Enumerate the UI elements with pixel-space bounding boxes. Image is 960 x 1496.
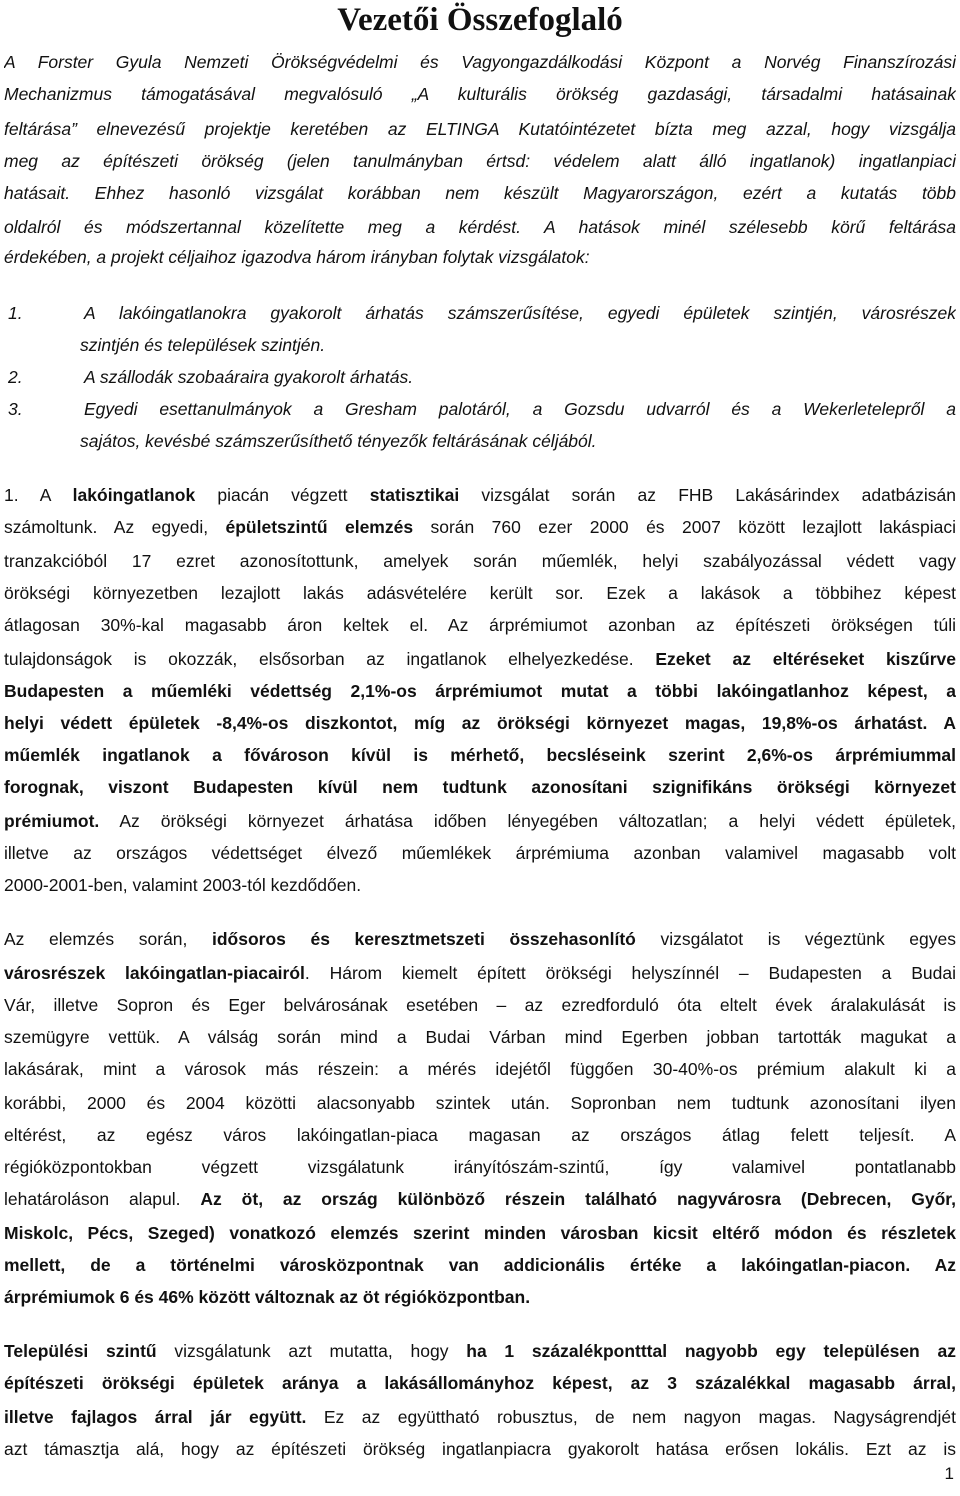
bold-span: idősoros és keresztmetszeti összehasonlító bbox=[211, 929, 636, 949]
text-line bbox=[4, 512, 956, 542]
text-span: . Három kiemelt épített örökségi helyszínnél – Budapesten a Budai bbox=[304, 963, 956, 983]
text-line: feltárása” elnevezésű projektje keretében az ELTINGA Kutatóintézetet bízta meg azzal, hogy vizsgálja bbox=[4, 119, 956, 139]
list-number: 3. bbox=[8, 399, 23, 419]
text-line: Mechanizmus támogatásával megvalósuló „A kulturális örökség gazdasági, társadalmi hatásainak bbox=[4, 84, 956, 104]
text-line: eltérést, az egész város lakóingatlan-piaca magasan az országos átlag felett teljesít. A bbox=[4, 1125, 956, 1145]
text-line: örökségi környezetben lezajlott lakás adásvételére került sor. Ezek a lakások a többihez képest bbox=[4, 583, 956, 603]
text-line: építészeti örökségi épületek aránya a lakásállományhoz képest, az 3 százalékkal magasabb árral, bbox=[4, 1373, 956, 1393]
list-item-continuation: szintjén és települések szintjén. bbox=[80, 335, 326, 355]
bold-span: Ezeket az eltéréseket kiszűrve bbox=[655, 649, 956, 669]
text-line bbox=[4, 1184, 956, 1214]
text-line: oldalról és módszertannal közelítette meg a kérdést. A hatások minél szélesebb körű feltárása bbox=[4, 217, 956, 237]
text-line: korábbi, 2000 és 2004 közötti alacsonyabb szintek után. Sopronban nem tudtunk azonosítani ilyen bbox=[4, 1093, 956, 1113]
bold-span: prémiumot. bbox=[4, 811, 100, 831]
text-span: Ez az együttható robusztus, de nem nagyon magas. Nagyságrendjét bbox=[306, 1407, 956, 1427]
text-span: vizsgálatunk azt mutatta, hogy bbox=[156, 1341, 467, 1361]
text-line bbox=[4, 1336, 956, 1366]
text-line: helyi védett épületek -8,4%-os diszkontot, míg az örökségi környezet magas, 19,8%-os árhatást. A bbox=[4, 713, 956, 733]
text-span: Az elemzés során, bbox=[4, 929, 212, 949]
text-line: régióközpontokban végzett vizsgálatunk irányítószám-szintű, így valamivel pontatlanabb bbox=[4, 1157, 956, 1177]
list-item-text: A szállodák szobaáraira gyakorolt árhatás. bbox=[84, 367, 414, 387]
text-line: 2000-2001-ben, valamint 2003-tól kezdődően. bbox=[4, 875, 362, 895]
text-line bbox=[4, 924, 956, 954]
text-span: vizsgálat során az FHB Lakásárindex adatbázisán bbox=[459, 485, 956, 505]
bold-span: épületszintű elemzés bbox=[225, 517, 414, 537]
bold-span: statisztikai bbox=[369, 485, 460, 505]
bold-span: illetve fajlagos árral jár együtt. bbox=[4, 1407, 307, 1427]
text-line: érdekében, a projekt céljaihoz igazodva három irányban folytak vizsgálatok: bbox=[4, 247, 590, 267]
text-line bbox=[4, 644, 956, 674]
list-number: 1. bbox=[8, 303, 23, 323]
list-item-text: Egyedi esettanulmányok a Gresham palotáról, a Gozsdu udvarról és a Wekerletelepről a bbox=[84, 399, 956, 419]
page-title: Vezetői Összefoglaló bbox=[337, 2, 623, 38]
list-number: 2. bbox=[8, 367, 23, 387]
page-number: 1 bbox=[944, 1464, 954, 1483]
text-span: lehatároláson alapul. bbox=[4, 1189, 201, 1209]
text-line: A Forster Gyula Nemzeti Örökségvédelmi és Vagyongazdálkodási Központ a Norvég Finanszírozási bbox=[4, 52, 956, 72]
text-line: műemlék ingatlanok a fővároson kívül is mérhető, becsléseink szerint 2,6%-os árprémiummal bbox=[4, 745, 956, 765]
text-line bbox=[4, 958, 956, 988]
list-item-continuation: sajátos, kevésbé számszerűsíthető tényezők feltárásának céljából. bbox=[80, 431, 597, 451]
list-item-text: A lakóingatlanokra gyakorolt árhatás számszerűsítése, egyedi épületek szintjén, városrészek bbox=[84, 303, 956, 323]
bold-span: ha 1 százalékpontttal nagyobb egy településen az bbox=[466, 1341, 956, 1361]
text-line: forognak, viszont Budapesten kívül nem tudtunk azonosítani szignifikáns örökségi környezet bbox=[4, 777, 956, 797]
text-line bbox=[4, 806, 956, 836]
list-item bbox=[4, 362, 956, 392]
text-line: szemügyre vettük. A válság során mind a Budai Várban mind Egerben jobban tartották magukat a bbox=[4, 1027, 956, 1047]
bold-span: Települési szintű bbox=[4, 1341, 157, 1361]
list-item bbox=[4, 298, 956, 328]
list-item bbox=[4, 394, 956, 424]
text-span: Az örökségi környezet árhatása időben lényegében változatlan; a helyi védett épületek, bbox=[99, 811, 956, 831]
text-span: 1. A bbox=[4, 485, 73, 505]
text-line: Vár, illetve Sopron és Eger belvárosának esetében – az ezredforduló óta eltelt évek áralakulását is bbox=[4, 995, 956, 1015]
bold-span: városrészek lakóingatlan-piacairól bbox=[4, 963, 305, 983]
text-span: számoltunk. Az egyedi, bbox=[4, 517, 226, 537]
text-line: Budapesten a műemléki védettség 2,1%-os árprémiumot mutat a többi lakóingatlanhoz képest, a bbox=[4, 681, 956, 701]
text-line: árprémiumok 6 és 46% között változnak az öt régióközpontban. bbox=[4, 1287, 531, 1307]
bold-span: lakóingatlanok bbox=[72, 485, 196, 505]
text-span: vizsgálatot is végeztünk egyes bbox=[635, 929, 956, 949]
text-line: illetve az országos védettséget élvező műemlékek árprémiuma azonban valamivel magasabb volt bbox=[4, 843, 956, 863]
text-line: átlagosan 30%-kal magasabb áron keltek el. Az árprémiumot azonban az építészeti örökségen túli bbox=[4, 615, 956, 635]
text-line: azt támasztja alá, hogy az építészeti örökség ingatlanpiacra gyakorolt hatása erősen lokális. Ezt az is bbox=[4, 1439, 956, 1459]
text-line bbox=[4, 480, 956, 510]
text-line: tranzakcióból 17 ezret azonosítottunk, amelyek során műemlék, helyi szabályozással védett vagy bbox=[4, 551, 956, 571]
text-span: piacán végzett bbox=[195, 485, 370, 505]
text-span: tulajdonságok is okozzák, elsősorban az ingatlanok elhelyezkedése. bbox=[4, 649, 656, 669]
text-line: meg az építészeti örökség (jelen tanulmányban értsd: védelem alatt álló ingatlanok) ingatlanpiaci bbox=[4, 151, 956, 171]
text-line: mellett, de a történelmi városközpontnak van addicionális értéke a lakóingatlan-piacon. Az bbox=[4, 1255, 956, 1275]
text-line: lakásárak, mint a városok más részein: a mérés idejétől függően 30-40%-os prémium alakult ki a bbox=[4, 1059, 956, 1079]
text-line: Miskolc, Pécs, Szeged) vonatkozó elemzés szerint minden városban kicsit eltérő módon és részletek bbox=[4, 1223, 956, 1243]
bold-span: Az öt, az ország különböző részein található nagyvárosra (Debrecen, Győr, bbox=[200, 1189, 956, 1209]
text-line: hatásait. Ehhez hasonló vizsgálat korábban nem készült Magyarországon, ezért a kutatás több bbox=[4, 183, 956, 203]
text-span: során 760 ezer 2000 és 2007 között lezajlott lakáspiaci bbox=[413, 517, 956, 537]
text-line bbox=[4, 1402, 956, 1432]
